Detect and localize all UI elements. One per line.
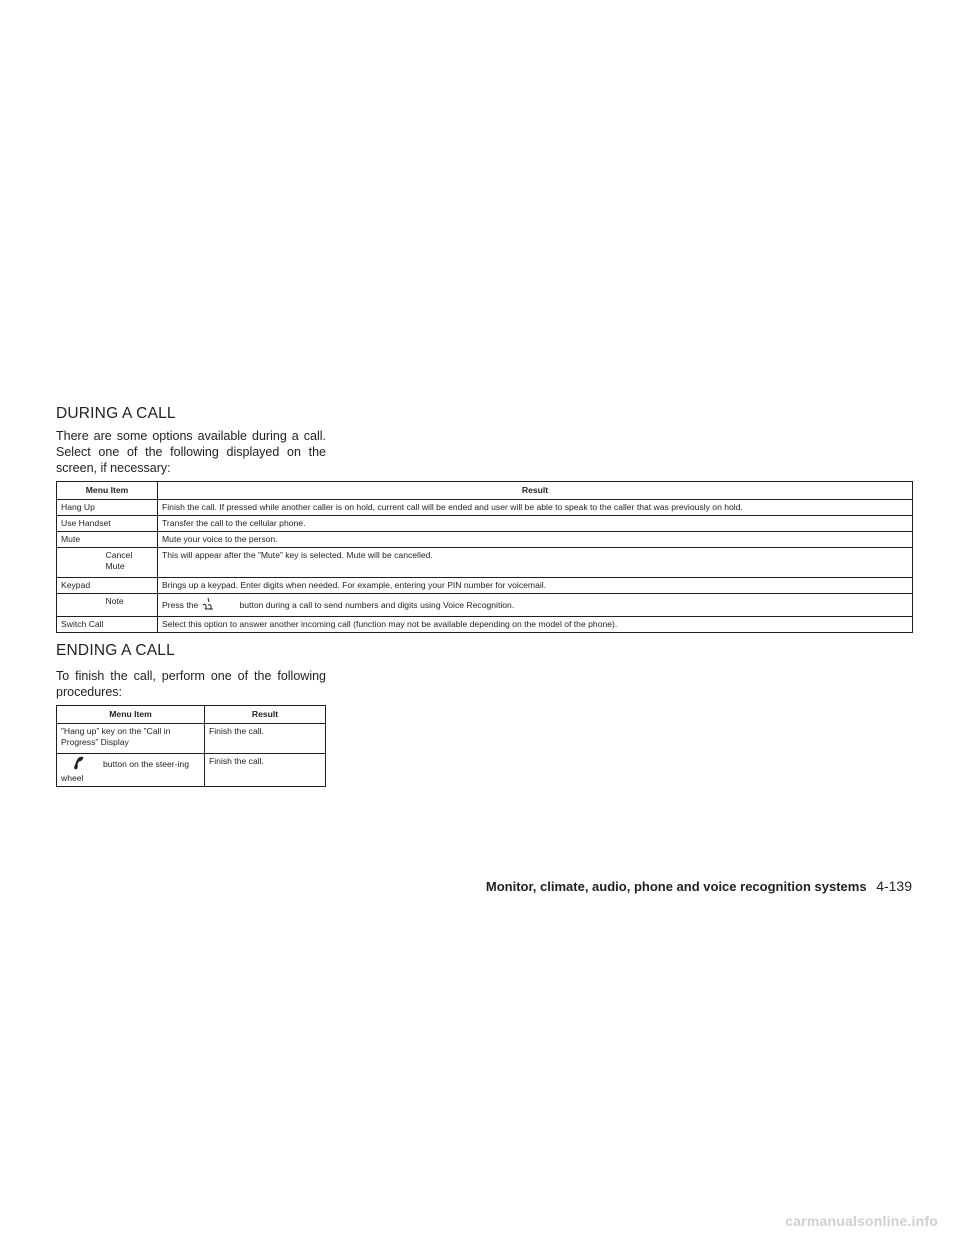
table-row: [57, 500, 913, 516]
menu-item-text: button on the steer-ing wheel: [61, 758, 189, 783]
menu-item-cell: [57, 754, 205, 787]
result-cell: Brings up a keypad. Enter digits when needed. For example, entering your PIN number for voicemail.: [158, 578, 913, 594]
table-row: [57, 548, 913, 578]
menu-item-cell: Keypad: [57, 578, 158, 594]
result-cell: [158, 594, 913, 617]
menu-item-cell: ”Hang up” key on the ”Call in Progress” Display: [57, 724, 205, 754]
menu-item-cell: Hang Up: [57, 500, 158, 516]
table-row: [57, 516, 913, 532]
indent-cell: [57, 548, 102, 578]
result-cell: Mute your voice to the person.: [158, 532, 913, 548]
menu-item-header: Menu Item: [57, 482, 158, 500]
result-header: Result: [158, 482, 913, 500]
table-header-row: [57, 482, 913, 500]
table-row: [57, 724, 326, 754]
indent-cell: [57, 594, 102, 617]
during-call-intro: There are some options available during a call. Select one of the following displayed on the screen, if necessary:: [56, 429, 326, 475]
table-row: [57, 617, 913, 633]
menu-item-header: Menu Item: [57, 706, 205, 724]
table-row: [57, 594, 913, 617]
result-text-before-icon: Press the: [162, 599, 199, 610]
talk-switch-icon: [201, 597, 215, 614]
during-call-table: [56, 481, 913, 633]
result-cell: This will appear after the ”Mute” key is selected. Mute will be cancelled.: [158, 548, 913, 578]
result-cell: Transfer the call to the cellular phone.: [158, 516, 913, 532]
result-cell: Finish the call.: [205, 724, 326, 754]
table-row: [57, 532, 913, 548]
menu-item-cell: Switch Call: [57, 617, 158, 633]
menu-item-cell: Use Handset: [57, 516, 158, 532]
page-number: 4-139: [876, 878, 912, 894]
result-header: Result: [205, 706, 326, 724]
sub-item-cell: Cancel Mute: [102, 548, 158, 578]
table-row: [57, 754, 326, 787]
sub-item-cell: Note: [102, 594, 158, 617]
phone-handset-icon: [73, 756, 85, 773]
table-header-row: [57, 706, 326, 724]
ending-call-table: [56, 705, 326, 787]
table-row: [57, 578, 913, 594]
result-text-after-icon: button during a call to send numbers and digits using Voice Recognition.: [239, 599, 515, 610]
watermark: carmanualsonline.info: [785, 1213, 938, 1229]
page-footer: [486, 878, 912, 894]
menu-item-cell: Mute: [57, 532, 158, 548]
result-cell: Finish the call. If pressed while another caller is on hold, current call will be ended and user will be able to speak to the caller that was previously on hold.: [158, 500, 913, 516]
footer-section-title: Monitor, climate, audio, phone and voice recognition systems: [485, 879, 867, 894]
section-title-during-a-call: DURING A CALL: [56, 405, 176, 422]
ending-call-intro: To finish the call, perform one of the following procedures:: [56, 669, 326, 699]
section-title-ending-a-call: ENDING A CALL: [56, 642, 175, 659]
result-cell: Finish the call.: [205, 754, 326, 787]
result-cell: Select this option to answer another incoming call (function may not be available depending on the model of the phone).: [158, 617, 913, 633]
